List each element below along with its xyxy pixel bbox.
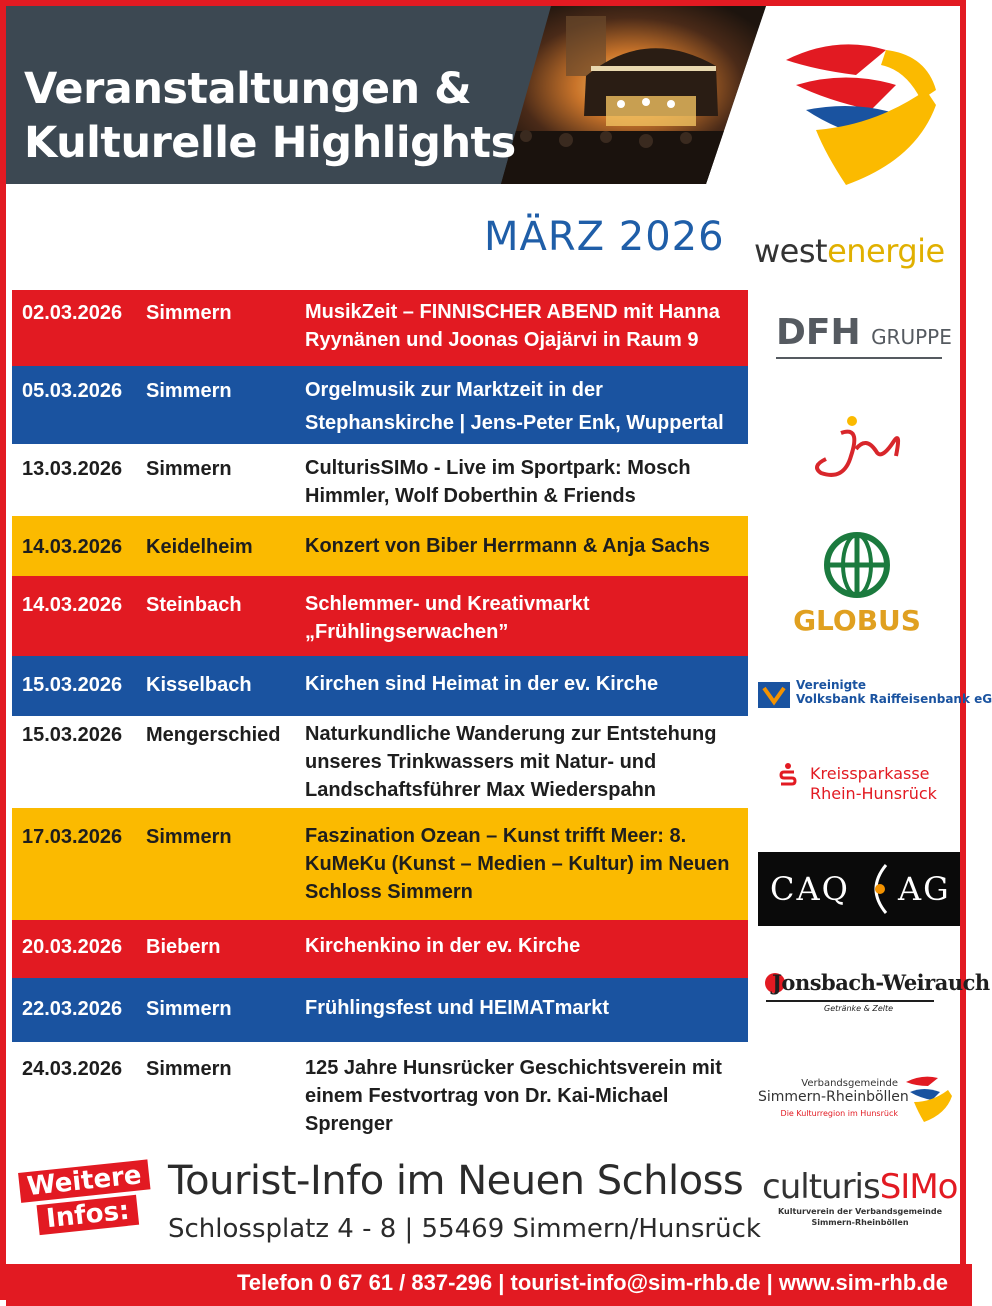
event-place: Biebern [146, 936, 221, 958]
event-row [12, 978, 748, 1042]
vg-line3: Die Kulturregion im Hunsrück [780, 1109, 898, 1118]
jonsbach-weirauch-sub: Getränke & Zelte [824, 1004, 894, 1013]
event-place: Simmern [146, 458, 232, 480]
event-place: Simmern [146, 998, 232, 1020]
event-title: Kirchenkino in der ev. Kirche [305, 935, 581, 957]
event-title: Kirchen sind Heimat in der ev. Kirche [305, 673, 659, 695]
caq-logo [758, 852, 960, 926]
globus-logo [792, 530, 922, 640]
caq-text: CAQ [770, 870, 850, 908]
event-date: 05.03.2026 [22, 380, 123, 402]
vg-lion-icon [902, 1072, 954, 1124]
month-heading: MÄRZ 2026 [484, 214, 725, 260]
event-title: CulturisSIMo - Live im Sportpark: Mosch Himmler, Wolf Doberthin & Friends [305, 457, 691, 507]
infos-text: Infos: [37, 1195, 139, 1235]
event-date: 17.03.2026 [22, 826, 123, 848]
event-place: Simmern [146, 302, 232, 324]
volksbank-line1: Vereinigte [796, 678, 867, 692]
event-date: 14.03.2026 [22, 594, 123, 616]
lion-logo [776, 30, 946, 190]
event-place: Steinbach [146, 594, 242, 616]
vg-line1: Verbandsgemeinde [801, 1078, 898, 1089]
westenergie-text-b: energie [827, 232, 945, 270]
event-date: 24.03.2026 [22, 1058, 123, 1080]
event-row [12, 576, 748, 656]
culturissimo-logo [762, 1168, 962, 1238]
event-title: 125 Jahre Hunsrücker Geschichtsverein mit einem Festvortrag von Dr. Kai-Michael Sprenger [305, 1057, 722, 1135]
kreissparkasse-line1: Kreissparkasse [810, 764, 930, 783]
jung-logo [806, 411, 906, 489]
vg-line2: Simmern-Rheinböllen [758, 1089, 909, 1105]
event-date: 20.03.2026 [22, 936, 123, 958]
jonsbach-weirauch-logo [762, 968, 990, 1018]
event-title: Orgelmusik zur Marktzeit in der Stephanskirche | Jens-Peter Enk, Wuppertal [305, 379, 724, 434]
volksbank-line2: Volksbank Raiffeisenbank eG [796, 692, 992, 706]
contact-line: Telefon 0 67 61 / 837-296 | tourist-info@sim-rhb.de | www.sim-rhb.de [236, 1270, 948, 1295]
event-row [12, 716, 748, 808]
event-place: Mengerschied [146, 724, 281, 746]
culturis-text: culturis [762, 1167, 880, 1207]
volksbank-icon [758, 682, 790, 708]
event-date: 15.03.2026 [22, 724, 123, 746]
globus-text: GLOBUS [793, 604, 921, 637]
event-place: Simmern [146, 1058, 232, 1080]
westenergie-logo [754, 232, 945, 270]
event-place: Simmern [146, 826, 232, 848]
dfh-text: DFH [776, 312, 861, 353]
event-place: Simmern [146, 380, 232, 402]
event-place: Kisselbach [146, 674, 252, 696]
event-row [12, 290, 748, 366]
globe-icon [822, 530, 892, 600]
ag-text: AG [898, 870, 951, 908]
dfh-gruppe-text: GRUPPE [871, 325, 952, 349]
header-banner [6, 6, 766, 184]
weitere-text: Weitere [18, 1159, 151, 1203]
jw-underline [766, 1000, 934, 1002]
event-title: Frühlingsfest und HEIMATmarkt [305, 997, 610, 1019]
event-row [12, 920, 748, 978]
event-date: 02.03.2026 [22, 302, 123, 324]
jung-text [806, 411, 808, 412]
event-date: 22.03.2026 [22, 998, 123, 1020]
event-row [12, 516, 748, 576]
event-date: 14.03.2026 [22, 536, 123, 558]
dfh-logo [776, 312, 952, 359]
event-row [12, 366, 748, 444]
event-row [12, 444, 748, 516]
tourist-info-name: Tourist-Info im Neuen Schloss [168, 1158, 744, 1204]
event-title: Faszination Ozean – Kunst trifft Meer: 8. KuMeKu (Kunst – Medien – Kultur) im Neuen Schloss Simmern [305, 825, 730, 903]
event-row [12, 656, 748, 716]
event-row [12, 808, 748, 920]
event-date: 13.03.2026 [22, 458, 123, 480]
event-title: Naturkundliche Wanderung zur Entstehung unseres Trinkwassers mit Natur- und Landschaftsführer Max Wiederspahn [305, 723, 717, 801]
jonsbach-weirauch-text: Jonsbach-Weirauch [772, 970, 990, 995]
event-title: MusikZeit – FINNISCHER ABEND mit Hanna Ryynänen und Joonas Ojajärvi in Raum 9 [305, 301, 720, 351]
verbandsgemeinde-logo [758, 1072, 958, 1128]
sparkasse-icon [778, 762, 798, 786]
event-row [12, 1042, 748, 1135]
event-title: Konzert von Biber Herrmann & Anja Sachs [305, 535, 710, 557]
page-title-line2: Kulturelle Highlights [24, 118, 516, 168]
caq-emblem-icon [858, 859, 898, 919]
weitere-infos-badge [14, 1159, 160, 1255]
event-place: Keidelheim [146, 536, 253, 558]
dfh-underline [776, 357, 942, 359]
cult-sub2: Simmern-Rheinböllen [811, 1218, 909, 1227]
kreissparkasse-line2: Rhein-Hunsrück [810, 784, 937, 803]
tourist-info-address: Schlossplatz 4 - 8 | 55469 Simmern/Hunsrück [168, 1214, 761, 1244]
page-title-line1: Veranstaltungen & [24, 64, 472, 114]
simo-text: SIMo [879, 1167, 958, 1207]
cult-sub1: Kulturverein der Verbandsgemeinde [777, 1207, 942, 1216]
event-title: Schlemmer- und Kreativmarkt „Frühlingserwachen” [305, 593, 590, 643]
westenergie-text-a: west [754, 232, 828, 270]
event-date: 15.03.2026 [22, 674, 123, 696]
